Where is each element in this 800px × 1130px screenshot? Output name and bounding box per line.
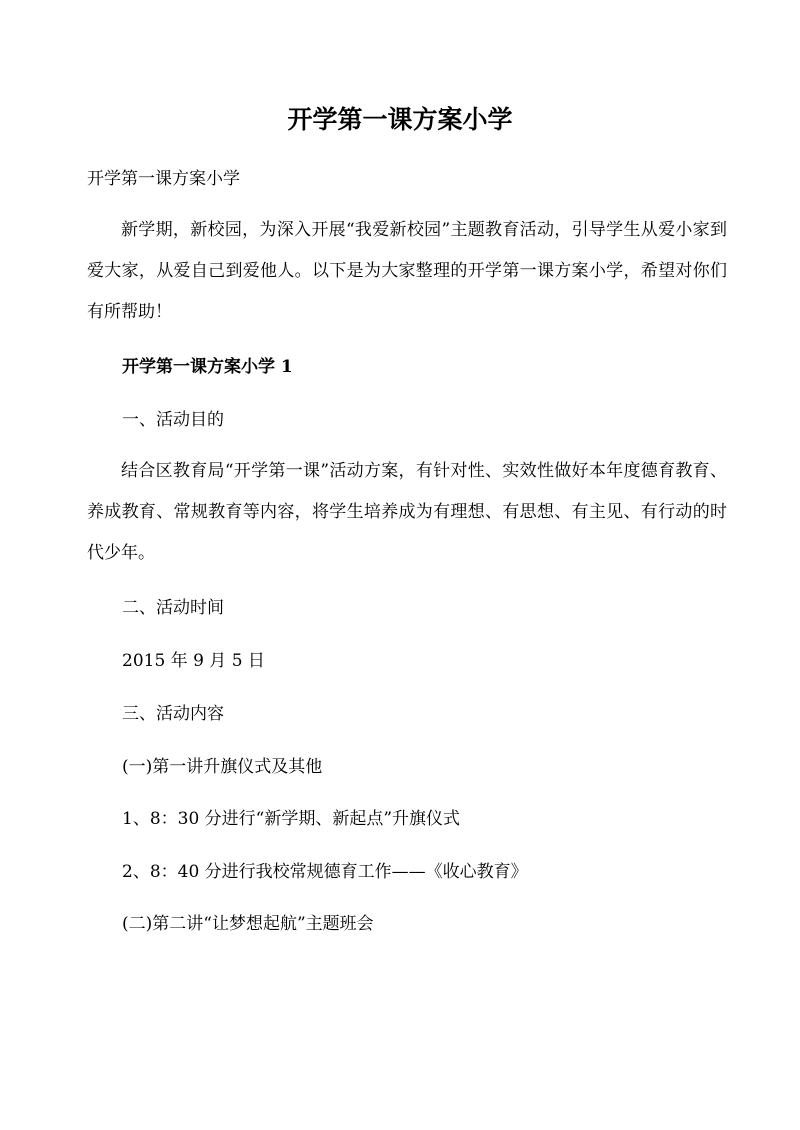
document-subtitle: 开学第一课方案小学 — [87, 169, 240, 189]
purpose-heading: 一、活动目的 — [122, 410, 224, 430]
lecture-1-heading: (一)第一讲升旗仪式及其他 — [122, 757, 323, 777]
section-heading-1: 开学第一课方案小学 1 — [122, 357, 293, 377]
intro-paragraph: 新学期，新校园，为深入开展“我爱新校园”主题教育活动，引导学生从爱小家到爱大家，从爱自己到爱他人。以下是为大家整理的开学第一课方案小学，希望对你们有所帮助！ — [87, 220, 727, 322]
time-heading: 二、活动时间 — [122, 598, 224, 618]
document-title: 开学第一课方案小学 — [287, 105, 513, 134]
time-value: 2015 年 9 月 5 日 — [122, 651, 265, 671]
activity-item-2: 2、8：40 分进行我校常规德育工作——《收心教育》 — [122, 862, 528, 882]
content-heading: 三、活动内容 — [122, 704, 224, 724]
lecture-2-heading: (二)第二讲“让梦想起航”主题班会 — [122, 914, 374, 934]
purpose-paragraph: 结合区教育局“开学第一课”活动方案，有针对性、实效性做好本年度德育教育、养成教育、常规教育等内容，将学生培养成为有理想、有思想、有主见、有行动的时代少年。 — [87, 461, 727, 563]
activity-item-1: 1、8：30 分进行“新学期、新起点”升旗仪式 — [122, 809, 461, 829]
